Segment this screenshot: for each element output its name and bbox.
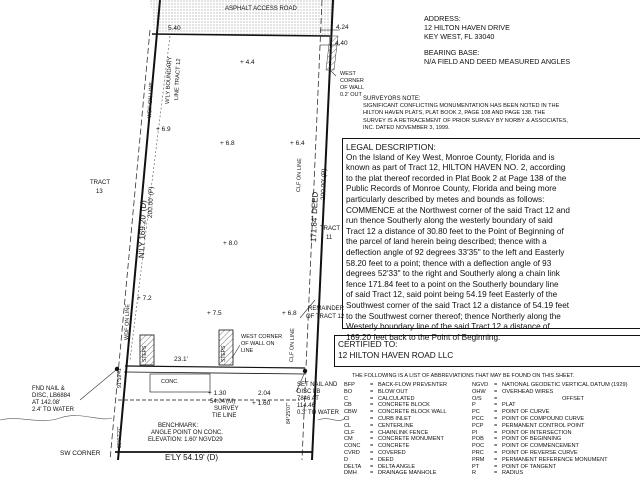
abbr-row xyxy=(472,416,602,423)
abbr-eq: = xyxy=(370,409,374,416)
deed-dimension: 171.84' DEED xyxy=(309,191,320,243)
abbreviations-right xyxy=(472,382,628,477)
conc-label: CONC. xyxy=(161,379,179,385)
abbr-def: BACK-FLOW PREVENTER xyxy=(378,382,447,388)
abbr-code: PI xyxy=(472,429,478,436)
abbr-eq: = xyxy=(494,429,498,436)
legal-line: Southwest corner of the said Tract 12 a distance of 54.19 feet xyxy=(346,300,570,310)
abbr-def: DELTA ANGLE xyxy=(378,463,416,470)
legal-line: fence 171.84 feet to a point on the Southerly boundary line xyxy=(346,279,559,289)
benchmark-3: ELEVATION: 1.60' NGVD29 xyxy=(148,437,223,443)
abbr-row xyxy=(344,457,472,464)
surveyors-note-line: SURVEY IS A RETRACEMENT OF PRIOR SURVEY BY NORBY & ASSOCIATES, xyxy=(363,117,568,124)
asphalt-road-label: ASPHALT ACCESS ROAD xyxy=(225,6,297,12)
west-corner-label-3: OF WALL xyxy=(340,85,364,91)
bearing-value: N/A FIELD AND DEED MEASURED ANGLES xyxy=(424,57,571,66)
fnd-nail-3: AT 142.08' xyxy=(32,400,61,406)
abbr-eq: = xyxy=(494,402,498,409)
surveyors-note-block xyxy=(363,96,633,132)
legal-title: LEGAL DESCRIPTION: xyxy=(346,142,436,152)
abbr-code: BFP xyxy=(344,382,355,388)
survey-tie-1: 54.04'(M) xyxy=(210,399,236,405)
abbr-def: RADIUS xyxy=(502,470,524,477)
abbr-code: CL xyxy=(344,422,352,429)
abbr-code: DELTA xyxy=(344,463,362,470)
angle-2: 84°25'07" xyxy=(286,402,292,424)
abbr-def: OFFSET xyxy=(562,395,585,402)
abbr-code: CBW xyxy=(344,409,358,416)
elev-72: + 7.2 xyxy=(137,295,152,302)
abbr-row xyxy=(344,464,472,471)
abbr-def: PERMANENT REFERENCE MONUMENT xyxy=(502,456,608,463)
wdf-on-line-bottom: WDF ON LINE xyxy=(124,303,132,341)
west-corner-label-2: CORNER xyxy=(340,78,364,84)
wly-boundary-label: W'LY BOUNDARY xyxy=(165,56,174,105)
west-corner-label-4: 0.2' OUT xyxy=(340,92,362,98)
survey-tie-3: TIE LINE xyxy=(212,413,237,419)
dim-231: 23.1' xyxy=(174,356,188,363)
abbr-code: CVRD xyxy=(344,449,360,456)
fnd-nail-1: FND NAIL & xyxy=(32,386,65,392)
certified-label: CERTIFIED TO: xyxy=(338,339,398,349)
tract13-label-b: 13 xyxy=(96,189,103,195)
clf-on-line-bottom: CLF ON LINE xyxy=(289,328,297,363)
abbr-eq: = xyxy=(494,382,498,388)
legal-line: known as part of Tract 12, HILTON HAVEN NO. 2, according xyxy=(346,163,566,173)
water-line xyxy=(0,416,112,421)
legal-line: On the Island of Key West, Monroe County, Florida and is xyxy=(346,152,555,162)
set-nail-4: 114.46' xyxy=(297,403,317,409)
abbr-def: PLAT xyxy=(502,402,516,409)
abbr-def: POINT OF BEGINNING xyxy=(502,436,562,443)
west-corner-label-1: WEST xyxy=(340,71,356,77)
abbr-eq: = xyxy=(494,388,498,395)
abbr-def: BLOW OUT xyxy=(378,388,408,395)
abbr-code: POC xyxy=(472,443,485,450)
bearing-block xyxy=(424,48,570,66)
surveyors-note-line: SIGNIFICANT CONFLICTING MONUMENTATION HAS BEEN NOTED IN THE xyxy=(363,103,560,110)
set-nail-5: 0.3' TO WATER xyxy=(297,410,339,416)
dim-200-left: 200.00' (P) xyxy=(147,186,156,219)
legal-line: to the Southwest corner thereof; thence Northerly along the xyxy=(346,311,561,321)
abbr-row xyxy=(344,416,472,423)
abbr-row xyxy=(344,389,472,396)
abbr-code: PT xyxy=(472,463,480,470)
dim-440-label: 4.40 xyxy=(335,40,348,47)
abbr-def: COVERED xyxy=(378,449,406,456)
abbr-row xyxy=(472,436,602,443)
abbr-code: R xyxy=(472,470,477,477)
elev-80: + 8.0 xyxy=(223,240,238,247)
abbr-code: PCC xyxy=(472,415,484,422)
abbr-eq: = xyxy=(370,470,374,477)
abbr-row xyxy=(472,456,608,464)
abbr-eq: = xyxy=(370,402,374,409)
line-tract-label: LINE TRACT 12 xyxy=(174,58,183,101)
abbr-def: POINT OF TANGENT xyxy=(502,463,557,470)
tract13-label-a: TRACT xyxy=(90,180,110,186)
remainder-label-1: REMAINDER xyxy=(308,306,345,312)
abbr-eq: = xyxy=(494,415,498,422)
abbr-def: POINT OF COMMENCEMENT xyxy=(502,443,579,450)
elev-69: + 6.9 xyxy=(156,126,171,133)
elev-68: + 6.8 xyxy=(220,140,235,147)
bottom-dimension: E'LY 54.19' (D) xyxy=(165,453,219,462)
abbr-eq: = xyxy=(494,470,498,477)
abbr-row xyxy=(472,396,602,403)
abbr-def: POINT OF CURVE xyxy=(502,409,550,416)
abbr-def: DRAINAGE MANHOLE xyxy=(378,470,437,477)
steps-label-left: STEPS xyxy=(142,345,148,362)
abbr-code: CI xyxy=(344,415,350,422)
abbr-row xyxy=(344,443,472,450)
abbr-eq: = xyxy=(370,422,374,429)
abbr-code: P xyxy=(472,402,476,409)
abbr-def: NATIONAL GEODETIC VERTICAL DATUM (1929) xyxy=(502,382,628,388)
legal-line: run thence Southerly along the westerly boundary of said xyxy=(346,216,553,226)
certified-box xyxy=(334,332,640,367)
abbr-def: POINT OF COMPOUND CURVE xyxy=(502,415,585,422)
abbr-row xyxy=(344,409,472,416)
abbr-eq: = xyxy=(370,415,374,422)
abbr-eq: = xyxy=(370,436,374,443)
fnd-nail-4: 2.4' TO WATER xyxy=(32,407,74,413)
abbr-code: CONC xyxy=(344,443,361,450)
angle-1: 91°59'41" xyxy=(117,366,123,388)
elev-68b: + 6.8 xyxy=(282,310,297,317)
set-nail-marker xyxy=(303,369,307,373)
abbr-def: CHAINLINK FENCE xyxy=(378,429,429,436)
abbr-eq: = xyxy=(370,456,374,463)
address-line2: KEY WEST, FL 33040 xyxy=(424,32,495,41)
abbr-row xyxy=(344,470,472,477)
surveyors-note-line: INC. DATED NOVEMBER 3, 1999. xyxy=(363,124,450,131)
set-nail-2: DISC LB xyxy=(297,389,321,395)
clf-on-line-top: CLF ON LINE xyxy=(296,158,304,193)
abbr-code: PC xyxy=(472,409,480,416)
water-line-right xyxy=(318,418,345,421)
abbreviations-left xyxy=(344,382,472,477)
abbr-eq: = xyxy=(370,429,374,436)
legal-line: Westerly boundary line of the said Tract 12 a distance of xyxy=(346,322,550,332)
abbr-code: NGVD xyxy=(472,382,489,388)
abbr-code: CLF xyxy=(344,429,355,436)
set-nail-1: SET NAIL AND xyxy=(297,382,338,388)
abbr-row xyxy=(344,382,472,389)
abbr-row xyxy=(472,443,602,450)
abbr-eq: = xyxy=(494,463,498,470)
elev-75: + 7.5 xyxy=(207,310,222,317)
elev-130: + 1.30 xyxy=(208,390,227,397)
abbr-row xyxy=(472,402,602,409)
abbr-def: CONCRETE BLOCK xyxy=(378,402,430,409)
tract11-label-b: 11 xyxy=(326,235,333,241)
steps-label-right: STEPS xyxy=(221,345,227,362)
abbr-code: PRM xyxy=(472,456,485,463)
top-right-hatch xyxy=(285,0,334,28)
abbr-code: CM xyxy=(344,436,353,443)
wdf-on-line-label: WDF ON LINE xyxy=(147,81,155,119)
dim-200-right: 200.00' (P) xyxy=(320,168,329,201)
abbr-row xyxy=(344,402,472,409)
wall-line-bottom xyxy=(125,366,305,368)
west-corner-wall-2: OF WALL ON xyxy=(241,341,275,347)
legal-description-box xyxy=(342,138,640,342)
elev-204: 2.04 xyxy=(258,390,271,397)
abbr-row xyxy=(472,470,602,477)
abbr-eq: = xyxy=(494,422,498,429)
abbr-row xyxy=(344,430,472,437)
legal-line: the parcel of land herein being described; thence with a xyxy=(346,237,547,247)
address-block xyxy=(424,14,510,41)
abbr-code: DMH xyxy=(344,470,357,477)
abbr-code: BO xyxy=(344,388,353,395)
surveyors-note-line: HILTON HAVEN PLATS, PLAT BOOK 2, PAGE 108 AND PAGE 138. THE xyxy=(363,110,546,117)
legal-line: Public Records of Monroe County, Florida and being more xyxy=(346,184,557,194)
abbr-row xyxy=(344,436,472,443)
abbr-eq: = xyxy=(494,443,498,450)
abbr-row xyxy=(344,423,472,430)
abbreviations-header: THE FOLLOWING IS A LIST OF ABBREVIATIONS THAT MAY BE FOUND ON THIS SHEET. xyxy=(352,373,575,379)
abbr-def: CURB INLET xyxy=(378,415,412,422)
legal-line: 169.20 feet back to the Point of Beginning. xyxy=(346,332,501,342)
benchmark-2: ANGLE POINT ON CONC. xyxy=(151,430,223,436)
abbr-code: PRC xyxy=(472,449,484,456)
abbr-code: POB xyxy=(472,436,484,443)
abbr-eq: = xyxy=(370,382,374,388)
abbr-def: POINT OF INTERSECTION xyxy=(502,429,572,436)
abbr-eq: = xyxy=(494,395,498,402)
abbr-eq: = xyxy=(494,456,498,463)
abbr-def: CENTERLINE xyxy=(378,422,414,429)
remainder-label-2: OF TRACT 12 xyxy=(306,314,345,320)
set-nail-3: 7846 AT xyxy=(297,396,319,402)
abbr-eq: = xyxy=(494,409,498,416)
abbr-eq: = xyxy=(370,463,374,470)
west-corner-wall-3: LINE xyxy=(241,348,254,354)
abbr-def: OVERHEAD WIRES xyxy=(502,388,554,395)
fnd-nail-2: DISC, LB6884 xyxy=(32,393,71,399)
abbr-eq: = xyxy=(370,449,374,456)
abbr-row xyxy=(472,409,602,416)
legal-line: deflection angle of 92 degrees 33'35" to the left and Easterly xyxy=(346,247,565,257)
abbr-code: CB xyxy=(344,402,352,409)
abbr-def: CONCRETE BLOCK WALL xyxy=(378,409,447,416)
abbr-code: D xyxy=(344,456,349,463)
abbr-row xyxy=(472,382,628,389)
abbr-eq: = xyxy=(494,436,498,443)
address-label: ADDRESS: xyxy=(424,14,461,23)
abbr-eq: = xyxy=(370,388,374,395)
dim-540-label: 5.40 xyxy=(168,25,181,32)
legal-line: particularly described by metes and bounds as follows: xyxy=(346,194,545,204)
abbr-row xyxy=(472,423,602,430)
abbr-code: OHW xyxy=(472,388,486,395)
abbr-row xyxy=(344,450,472,457)
bearing-label: BEARING BASE: xyxy=(424,48,480,57)
west-corner-wall-1: WEST CORNER xyxy=(241,334,283,340)
legal-line: to the plat thereof recorded in Plat Book 2 at Page 138 of the xyxy=(346,173,567,183)
nly-dimension: N'LY 169.20' (D) xyxy=(137,200,149,259)
abbr-code: O/S xyxy=(472,395,482,402)
abbr-def: CALCULATED xyxy=(378,395,415,402)
elev-64: + 6.4 xyxy=(290,140,305,147)
sw-corner-label: SW CORNER xyxy=(60,450,101,457)
surveyors-note-label: SURVEYORS NOTE: xyxy=(363,96,421,102)
abbr-code: PCP xyxy=(472,422,484,429)
abbr-code: C xyxy=(344,395,349,402)
leader-fnd-nail xyxy=(80,370,116,400)
dim-424-label: 4.24 xyxy=(336,24,349,31)
elev-160: + 1.60 xyxy=(252,400,271,407)
legal-line: Tract 12 a distance of 30.80 feet to the Point of Beginning of xyxy=(346,226,564,236)
legal-line: 58.20 feet to a point; thence with a deflection angle of 93 xyxy=(346,258,552,268)
abbr-def: PERMANENT CONTROL POINT xyxy=(502,422,585,429)
certified-value: 12 HILTON HAVEN ROAD LLC xyxy=(338,350,454,360)
elev-44: + 4.4 xyxy=(240,59,255,66)
legal-line: COMMENCE at the Northwest corner of the said Tract 12 and xyxy=(346,205,570,215)
abbr-def: POINT OF REVERSE CURVE xyxy=(502,449,578,456)
abbr-row xyxy=(472,389,602,396)
abbr-eq: = xyxy=(370,443,374,450)
conc-pad xyxy=(150,374,210,392)
abbr-row xyxy=(472,450,602,457)
survey-tie-2: SURVEY xyxy=(214,406,239,412)
abbr-def: CONCRETE MONUMENT xyxy=(378,436,444,443)
benchmark-1: BENCHMARK: xyxy=(158,423,199,429)
address-line1: 12 HILTON HAVEN DRIVE xyxy=(424,23,510,32)
abbr-row xyxy=(472,464,602,471)
tract11-label-a: TRACT xyxy=(320,226,340,232)
leader-west-corner xyxy=(330,70,336,76)
legal-line: degrees 52'33" to the right and Southerly along a chain link xyxy=(346,269,560,279)
abbr-eq: = xyxy=(494,449,498,456)
abbr-row xyxy=(344,396,472,403)
abbr-def: DEED xyxy=(378,456,394,463)
abbr-eq: = xyxy=(370,395,374,402)
abbr-row xyxy=(472,430,602,437)
abbr-def: CONCRETE xyxy=(378,443,410,450)
angle-3: 86°07'27" xyxy=(117,426,123,448)
legal-line: of said Tract 12, said point being 54.19 feet Easterly of the xyxy=(346,290,558,300)
